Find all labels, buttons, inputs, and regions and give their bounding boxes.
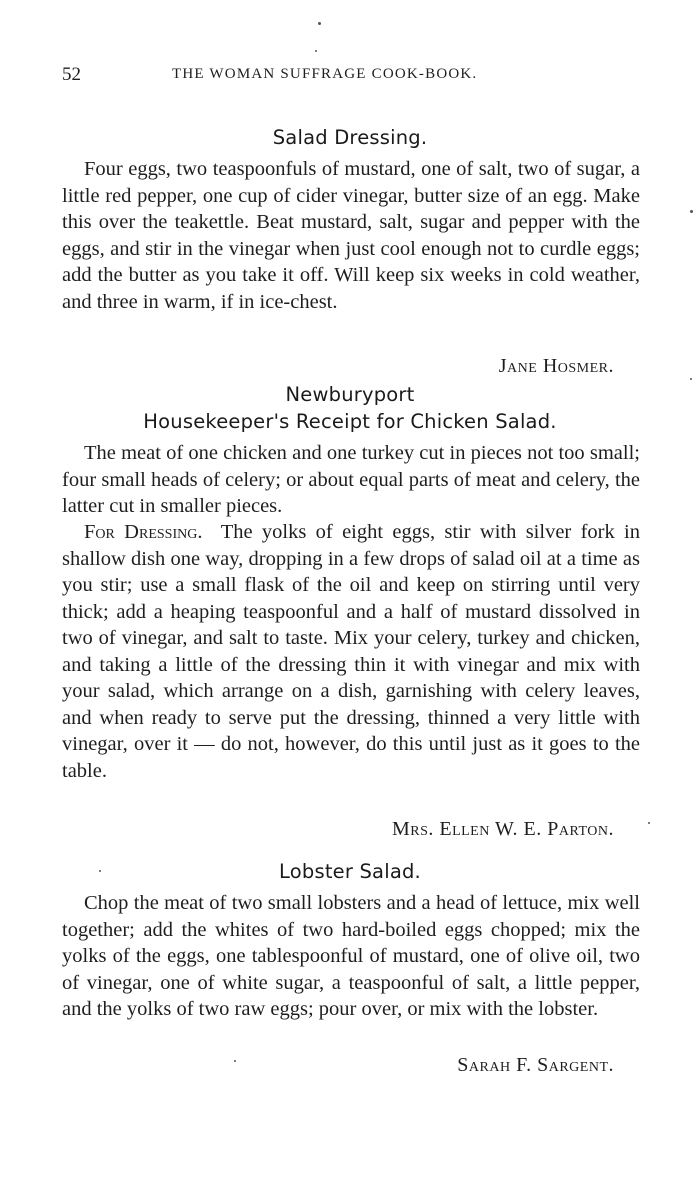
recipe-signature: Sarah F. Sargent. [457,1054,614,1076]
running-head [62,64,532,86]
print-speck [315,50,317,52]
recipe-title: Lobster Salad. [279,860,421,883]
recipe-signature: Jane Hosmer. [498,355,614,377]
print-speck [234,1060,236,1062]
print-speck [690,210,693,213]
print-speck [318,22,321,25]
page-number: 52 [62,64,81,85]
print-speck [648,822,650,824]
dressing-paragraph [62,519,640,784]
recipe-title: Salad Dressing. [272,126,428,149]
dressing-label: For Dressing. [84,521,203,543]
recipe-body: Chop the meat of two small lobsters and a head of lettuce, mix well together; add the whites of two hard-boiled eggs chopped; mix the yolks of the eggs, one tablespoonful of mustard, one of olive oil, two of vinegar, one of white sugar, a teaspoonful of salt, a little pepper, and the yolks of two raw eggs; pour over, or mix with the lobster. [62,892,640,1020]
print-speck [690,378,692,380]
recipe-title-line2: Housekeeper's Receipt for Chicken Salad. [143,410,557,433]
dressing-body: The yolks of eight eggs, stir with silver fork in shallow dish one way, dropping in a few drops of salad oil at a time as you stir; use a small flask of the oil and keep on stirring until very thick; add a heaping teaspoonful and a half of mustard dissolved in two of vinegar, and salt to taste. Mix your celery, turkey and chicken, and taking a little of the dressing thin it with vinegar and mix with your salad, which arrange on a dish, garnishing with celery leaves, and when ready to serve put the dressing, thinned a very little with vinegar, over it — do not, however, do this until just as it goes to the table. [62,521,640,782]
running-title: THE WOMAN SUFFRAGE COOK-BOOK. [172,66,478,82]
recipe-title-line1: Newburyport [285,383,415,406]
recipe-body: The meat of one chicken and one turkey cut in pieces not too small; four small heads of celery; or about equal parts of meat and celery, the latter cut in smaller pieces. [62,442,640,517]
print-speck [99,870,101,872]
recipe-body: Four eggs, two teaspoonfuls of mustard, one of salt, two of sugar, a little red pepper, one cup of cider vinegar, butter size of an egg. Make this over the teakettle. Beat mustard, salt, sugar and pepper with the eggs, and stir in the vinegar when just cool enough not to curdle eggs; add the butter as you take it off. Will keep six weeks in cold weather, and three in warm, if in ice-chest. [62,158,640,313]
recipe-signature: Mrs. Ellen W. E. Parton. [391,818,614,840]
